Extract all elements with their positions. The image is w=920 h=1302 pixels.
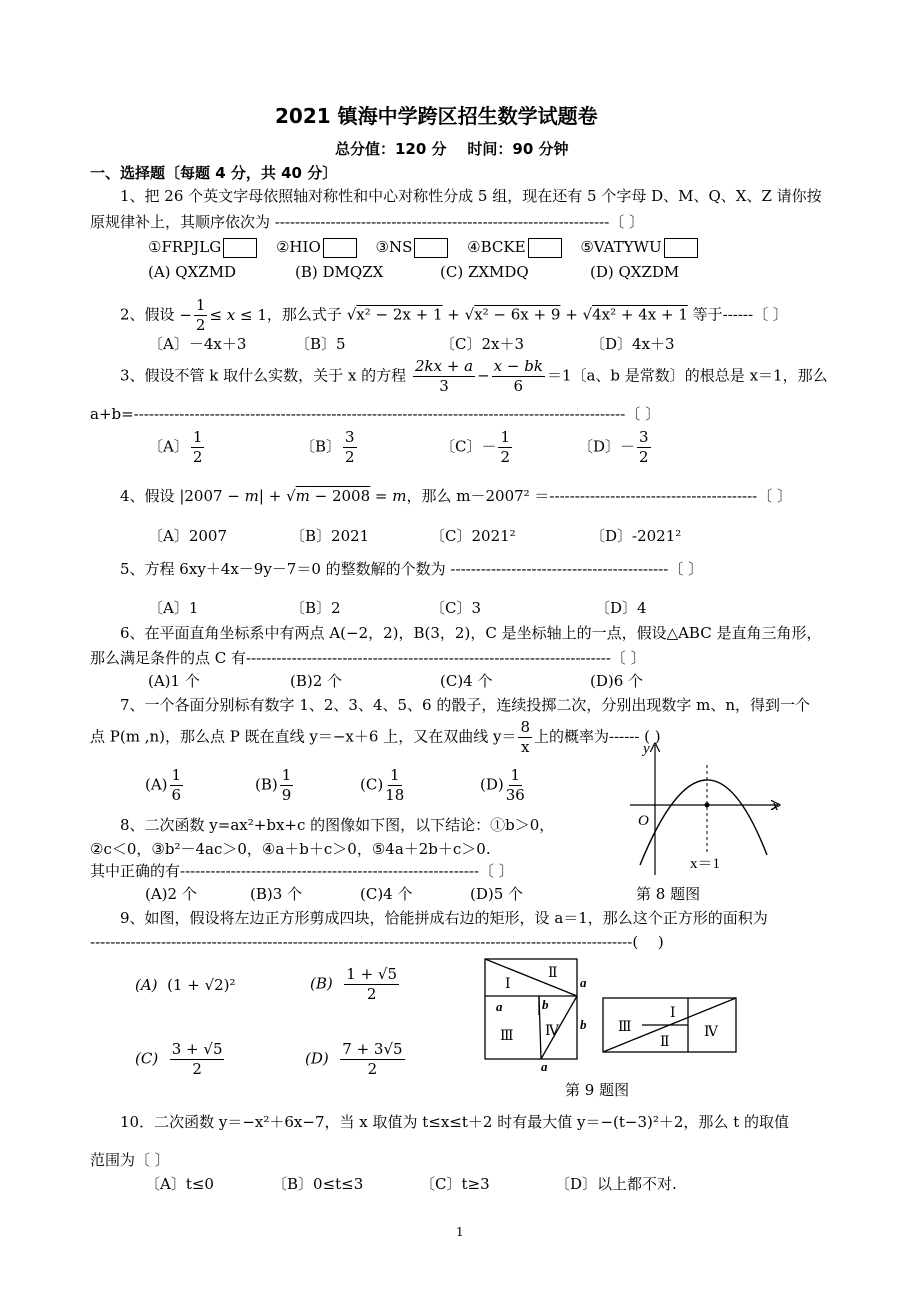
q10-text2: 范围为〔 〕 [90,1151,170,1169]
q4-option-c: 〔C〕2021² [430,527,516,545]
q7-line2 [90,718,661,757]
q7-option-d: (D) $\frac{1}{36}$ [480,766,525,804]
q1-group-1: ①FRPJLG [148,238,222,256]
vertex-point [705,803,710,808]
q6-option-d: (D)6 个 [590,672,644,690]
rect-piece-2: Ⅱ [660,1035,670,1050]
q6-option-b: (B)2 个 [290,672,343,690]
q2-mid: ，那么式子 [266,305,342,324]
q3-option-a: 〔A〕 $\frac{1}{2}$ [148,428,203,466]
q2-pre: 2、假设 [120,305,175,324]
q8-option-a: (A)2 个 [145,885,197,903]
q8-option-d: (D)5 个 [470,885,524,903]
q4-option-a: 〔A〕2007 [148,527,228,545]
page-title: 2021 镇海中学跨区招生数学试题卷 [275,104,598,128]
q3-pre: 3、假设不管 k 取什么实数，关于 x 的方程 [120,366,407,385]
q3-option-d: 〔D〕－ $\frac{3}{2}$ [578,428,649,466]
q8-text: 8、二次函数 y=ax²+bx+c 的图像如下图，以下结论：①b＞0， [120,816,555,834]
side-a-label: a [580,975,587,990]
q10-option-c: 〔C〕t≥3 [420,1175,490,1193]
q1-groups [148,237,698,258]
q7-option-b: (B) $\frac{1}{9}$ [255,766,292,804]
q7-hyp-num: 8 [520,718,530,736]
q9-text: 9、如图，假设将左边正方形剪成四块，恰能拼成右边的矩形，设 a＝1，那么这个正方形的面积为 [120,909,768,927]
page-number: 1 [456,1225,464,1239]
q6-option-a: (A)1 个 [148,672,200,690]
q5-text: 5、方程 6xy＋4x－9y－7＝0 的整数解的个数为 -------------------------------------------〔 〕 [120,560,704,578]
q1-text: 1、把 26 个英文字母依照轴对称性和中心对称性分成 5 组，现在还有 5 个字母 D、M、Q、X、Z 请你按 [120,187,822,205]
q8-option-c: (C)4 个 [360,885,413,903]
q1-group-4: ④BCKE [467,238,526,256]
q7-text2b: 上的概率为------ ( ) [534,727,661,746]
piece-label-2: Ⅱ [548,966,558,981]
q3-post: ＝1〔a、b 是常数〕的根总是 x＝1，那么 [546,366,828,385]
q6-option-c: (C)4 个 [440,672,493,690]
q1-option-b: (B) DMQZX [295,263,384,281]
q3-line: 3、假设不管 k 取什么实数，关于 x 的方程 $\frac{2kx + a}{3}$ − $\frac{x - bk}{6}$ ＝1〔a、b 是常数〕的根总是 x＝1，那么 [120,357,828,395]
q2-option-d: 〔D〕4x＋3 [590,335,675,353]
q8-option-b: (B)3 个 [250,885,303,903]
q9-square-rectangle-figure [480,955,750,1075]
symmetry-label: x＝1 [690,856,721,872]
q7-option-a: (A) $\frac{1}{6}$ [145,766,182,804]
q5-option-d: 〔D〕4 [595,599,647,617]
rect-piece-1: Ⅰ [670,1006,676,1021]
q2-post: 等于------〔 〕 [692,305,788,324]
inner-b-label: b [542,997,549,1012]
q9-option-d: (D) $\frac{7 + 3√5}{2}$ [305,1040,403,1078]
q1-group-5: ⑤VATYWU [580,238,662,256]
q9-option-b: (B) $\frac{1 + √5}{2}$ [310,965,398,1003]
q1-text2: 原规律补上，其顺序依次为 ------------------------------------------------------------------〔 〕 [90,213,645,231]
q7-hyp-den: x [520,738,530,756]
rect-piece-4: Ⅳ [704,1025,718,1040]
answer-box [664,238,698,258]
bottom-a-label: a [541,1059,548,1074]
q9-text2: -----------------------------------------------------------------------------------------------------------( ) [90,933,664,951]
q10-option-b: 〔B〕0≤t≤3 [272,1175,364,1193]
piece-label-3: Ⅲ [500,1029,514,1044]
q9-option-c: (C) $\frac{3 + √5}{2}$ [135,1040,223,1078]
answer-box [414,238,448,258]
q4-post: ，那么 m－2007² ＝-----------------------------------------〔 〕 [406,487,793,505]
y-label: y [643,741,650,757]
section-heading: 一、选择题〔每题 4 分，共 40 分〕 [90,164,338,182]
q6-text2: 那么满足条件的点 C 有------------------------------------------------------------------------〔 〕 [90,649,646,667]
q1-option-c: (C) ZXMDQ [440,263,529,281]
q1-group-3: ③NS [375,238,413,256]
q7-text: 7、一个各面分别标有数字 1、2、3、4、5、6 的骰子，连续投掷二次，分别出现数字 m、n，得到一个 [120,696,810,714]
x-label: x [772,798,779,814]
q2-option-b: 〔B〕5 [295,335,346,353]
q2-option-c: 〔C〕2x＋3 [440,335,525,353]
q10-text: 10．二次函数 y＝−x²＋6x−7，当 x 取值为 t≤x≤t＋2 时有最大值 y＝−(t−3)²＋2，那么 t 的取值 [120,1113,789,1131]
q2-expression: √x² − 2x + 1 + √x² − 6x + 9 + √4x² + 4x + 1 [346,305,688,324]
q4-pre: 4、假设 [120,487,175,505]
q7-option-c: (C) $\frac{1}{18}$ [360,766,405,804]
q10-option-a: 〔A〕t≤0 [145,1175,214,1193]
q5-option-b: 〔B〕2 [290,599,341,617]
q4-option-b: 〔B〕2021 [290,527,370,545]
answer-box [223,238,257,258]
q4-line [120,486,792,506]
rect-piece-3: Ⅲ [618,1020,632,1035]
answer-box [323,238,357,258]
q4-condition: |2007 − m| + √m − 2008 = m [179,487,407,505]
q9-option-a: (A) (1 + √2)² [135,976,236,994]
q2-option-a: 〔A〕－4x＋3 [148,335,247,353]
q2-line [120,296,788,335]
q3-line2: a+b=-------------------------------------------------------------------------------------------------〔 〕 [90,405,661,423]
q8-parabola-figure [620,735,790,885]
q8-figure-caption: 第 8 题图 [636,885,701,903]
page-subtitle: 总分值：120 分 时间：90 分钟 [335,140,569,158]
q5-option-a: 〔A〕1 [148,599,199,617]
q3-option-c: 〔C〕－ $\frac{1}{2}$ [440,428,511,466]
q5-option-c: 〔C〕3 [430,599,482,617]
piece-label-1: Ⅰ [505,977,511,992]
inner-a-label: a [496,999,503,1014]
q10-option-d: 〔D〕以上都不对. [555,1175,677,1193]
q1-option-a: (A) QXZMD [148,263,237,281]
piece-label-4: Ⅳ [545,1024,559,1039]
origin-label: O [638,813,649,829]
q6-text: 6、在平面直角坐标系中有两点 A(−2，2)，B(3，2)，C 是坐标轴上的一点，假设△ABC 是直角三角形， [120,624,822,642]
q8-text2: ②c＜0，③b²－4ac＞0，④a＋b＋c＞0，⑤4a＋2b＋c＞0. [90,840,491,858]
q7-text2a: 点 P(m ,n)，那么点 P 既在直线 y＝−x＋6 上，又在双曲线 y＝ [90,727,517,746]
q9-figure-caption: 第 9 题图 [565,1081,630,1099]
q4-option-d: 〔D〕-2021² [590,527,682,545]
q1-group-2: ②HIO [275,238,321,256]
side-b-label: b [580,1017,587,1032]
answer-box [528,238,562,258]
q8-text3: 其中正确的有-----------------------------------------------------------〔 〕 [90,862,514,880]
q2-condition: − $\frac{1}{2}$ ≤ x ≤ 1 [179,296,267,334]
q3-option-b: 〔B〕 $\frac{3}{2}$ [300,428,355,466]
parabola [640,780,767,865]
q1-option-d: (D) QXZDM [590,263,680,281]
